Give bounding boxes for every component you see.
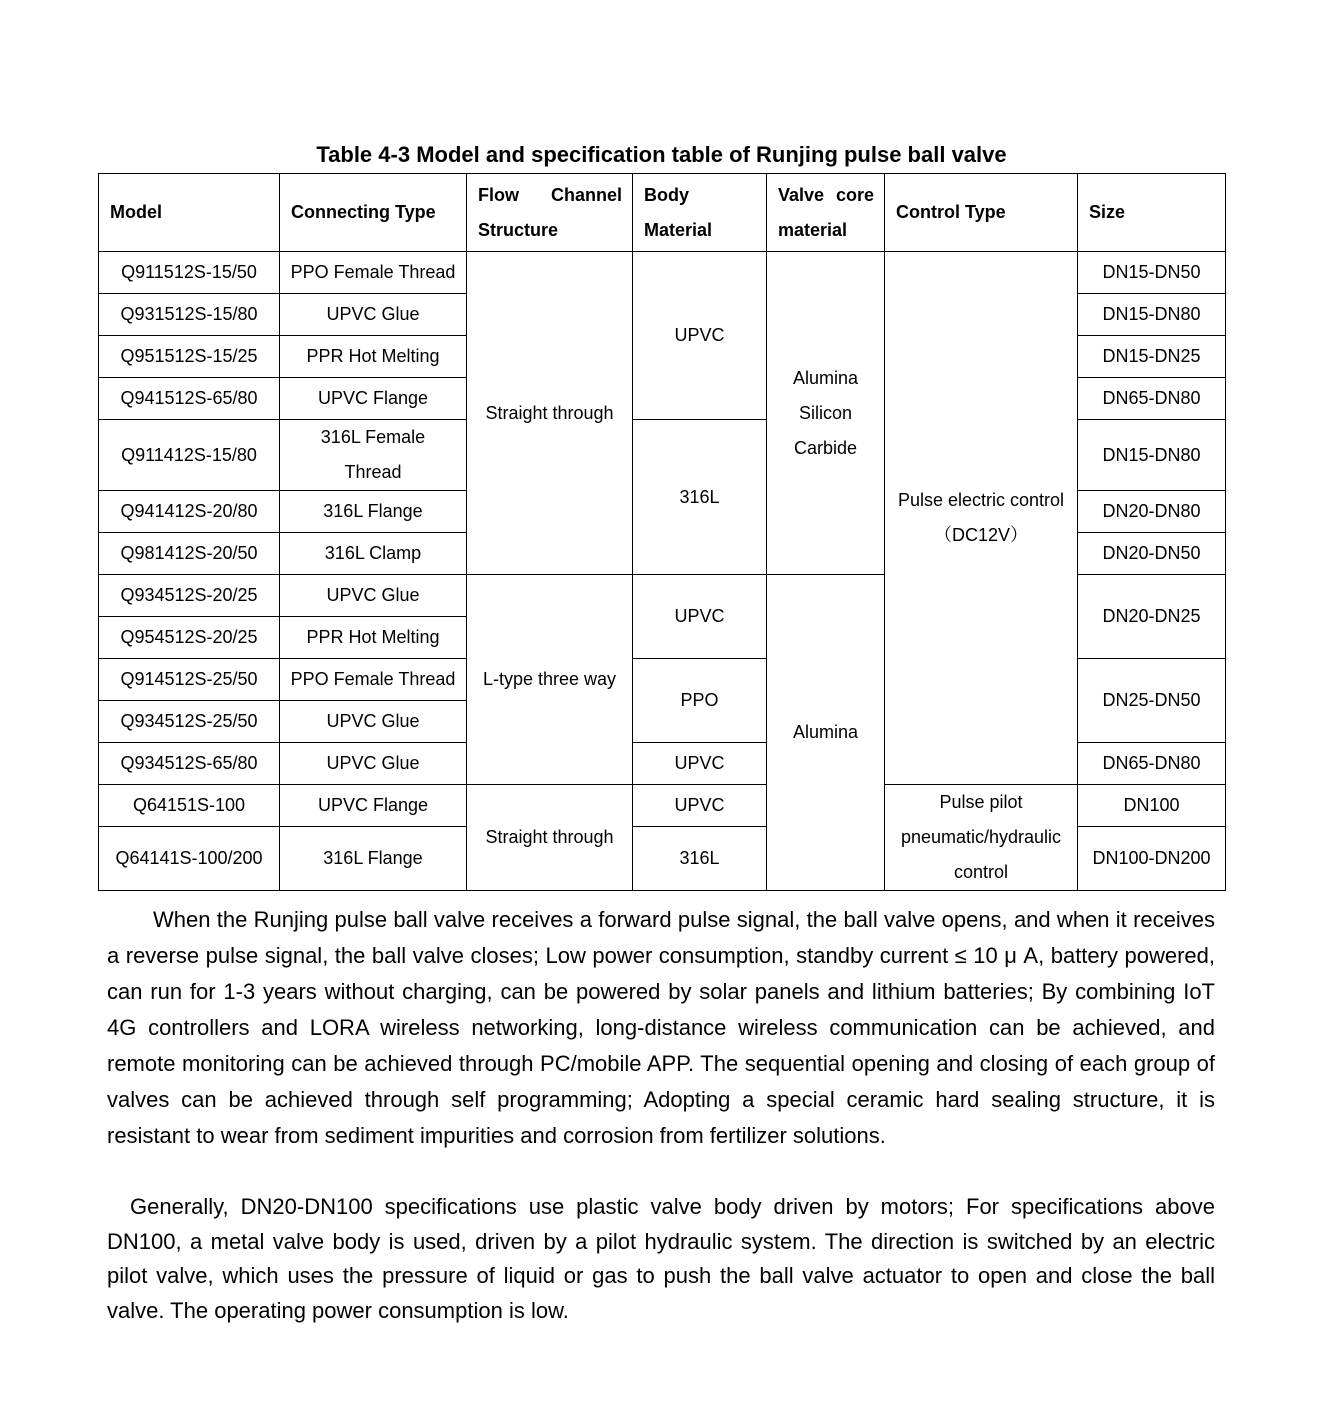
size-cell: DN65-DN80 xyxy=(1078,378,1226,420)
body-material-cell: UPVC xyxy=(633,575,767,659)
body-material-cell: UPVC xyxy=(633,252,767,420)
model-cell: Q911512S-15/50 xyxy=(99,252,280,294)
paragraph-description: When the Runjing pulse ball valve receives a forward pulse signal, the ball valve opens, and when it receives a reverse pulse signal, the ball valve closes; Low power consumption, standby current ≤ 10 μ A, battery powered, can run for 1-3 years without charging, can be powered by solar panels and lithium batteries; By combining IoT 4G controllers and LORA wireless networking, long-distance wireless communication can be achieved, and remote monitoring can be achieved through PC/mobile APP. The sequential opening and closing of each group of valves can be achieved through self programming; Adopting a special ceramic hard sealing structure, it is resistant to wear from sediment impurities and corrosion from fertilizer solutions. xyxy=(107,907,1215,1148)
connecting-type-cell: 316L Flange xyxy=(280,827,467,891)
connecting-type-cell: PPO Female Thread xyxy=(280,659,467,701)
size-cell: DN15-DN80 xyxy=(1078,420,1226,491)
model-cell: Q64151S-100 xyxy=(99,785,280,827)
model-cell: Q934512S-25/50 xyxy=(99,701,280,743)
model-cell: Q931512S-15/80 xyxy=(99,294,280,336)
model-cell: Q911412S-15/80 xyxy=(99,420,280,491)
header-size: Size xyxy=(1078,174,1226,252)
model-cell: Q941412S-20/80 xyxy=(99,491,280,533)
connecting-type-cell: PPO Female Thread xyxy=(280,252,467,294)
flow-structure-cell: Straight through xyxy=(467,252,633,575)
model-cell: Q914512S-25/50 xyxy=(99,659,280,701)
model-cell: Q981412S-20/50 xyxy=(99,533,280,575)
header-body-material: Body Material xyxy=(633,174,767,252)
body-material-cell: UPVC xyxy=(633,785,767,827)
table-header-row xyxy=(99,174,1226,252)
size-cell: DN25-DN50 xyxy=(1078,659,1226,743)
connecting-type-cell: PPR Hot Melting xyxy=(280,336,467,378)
body-material-cell: UPVC xyxy=(633,743,767,785)
size-cell: DN20-DN25 xyxy=(1078,575,1226,659)
size-cell: DN100 xyxy=(1078,785,1226,827)
header-valve-core-material: Valve core material xyxy=(767,174,885,252)
header-connecting-type: Connecting Type xyxy=(280,174,467,252)
model-cell: Q64141S-100/200 xyxy=(99,827,280,891)
connecting-type-cell: UPVC Flange xyxy=(280,785,467,827)
table-row xyxy=(99,785,1226,827)
model-cell: Q941512S-65/80 xyxy=(99,378,280,420)
body-material-cell: 316L xyxy=(633,827,767,891)
connecting-type-cell: 316L Female Thread xyxy=(280,420,467,491)
body-material-cell: 316L xyxy=(633,420,767,575)
size-cell: DN65-DN80 xyxy=(1078,743,1226,785)
connecting-type-cell: 316L Clamp xyxy=(280,533,467,575)
size-cell: DN100-DN200 xyxy=(1078,827,1226,891)
model-cell: Q934512S-65/80 xyxy=(99,743,280,785)
header-flow-channel-structure: Flow Channel Structure xyxy=(467,174,633,252)
flow-structure-cell: L-type three way xyxy=(467,575,633,785)
connecting-type-cell: UPVC Glue xyxy=(280,575,467,617)
header-control-type: Control Type xyxy=(885,174,1078,252)
table-title: Table 4-3 Model and specification table of Runjing pulse ball valve xyxy=(316,142,1007,167)
size-cell: DN15-DN80 xyxy=(1078,294,1226,336)
control-type-cell: Pulse pilot pneumatic/hydraulic control xyxy=(885,785,1078,891)
header-model: Model xyxy=(99,174,280,252)
connecting-type-cell: UPVC Flange xyxy=(280,378,467,420)
flow-structure-cell: Straight through xyxy=(467,785,633,891)
connecting-type-cell: UPVC Glue xyxy=(280,294,467,336)
size-cell: DN15-DN50 xyxy=(1078,252,1226,294)
spec-table xyxy=(98,173,1226,891)
valve-core-cell: Alumina xyxy=(767,575,885,891)
body-material-cell: PPO xyxy=(633,659,767,743)
table-row xyxy=(99,252,1226,294)
model-cell: Q954512S-20/25 xyxy=(99,617,280,659)
control-type-cell: Pulse electric control （DC12V） xyxy=(885,252,1078,785)
size-cell: DN20-DN80 xyxy=(1078,491,1226,533)
valve-core-cell: Alumina Silicon Carbide xyxy=(767,252,885,575)
connecting-type-cell: UPVC Glue xyxy=(280,743,467,785)
connecting-type-cell: UPVC Glue xyxy=(280,701,467,743)
model-cell: Q934512S-20/25 xyxy=(99,575,280,617)
model-cell: Q951512S-15/25 xyxy=(99,336,280,378)
connecting-type-cell: PPR Hot Melting xyxy=(280,617,467,659)
connecting-type-cell: 316L Flange xyxy=(280,491,467,533)
size-cell: DN20-DN50 xyxy=(1078,533,1226,575)
size-cell: DN15-DN25 xyxy=(1078,336,1226,378)
paragraph-specifications: Generally, DN20-DN100 specifications use plastic valve body driven by motors; For specifications above DN100, a metal valve body is used, driven by a pilot hydraulic system. The direction is switched by an electric pilot valve, which uses the pressure of liquid or gas to push the ball valve actuator to open and close the ball valve. The operating power consumption is low. xyxy=(107,1194,1215,1323)
